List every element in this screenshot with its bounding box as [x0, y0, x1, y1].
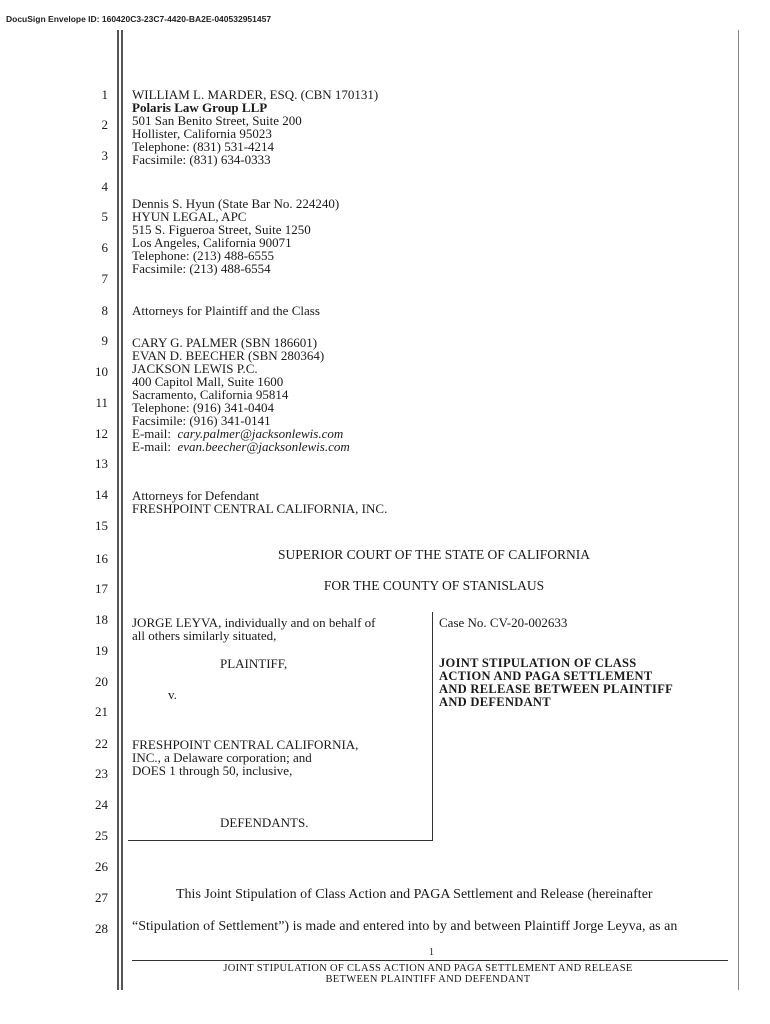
- telephone: Telephone: (213) 488-6555: [132, 248, 275, 263]
- firm-name: Polaris Law Group LLP: [132, 100, 268, 115]
- line-number: 2: [101, 117, 108, 132]
- line-number: 5: [101, 209, 108, 224]
- line-number: 24: [95, 797, 108, 812]
- line-number: 12: [95, 426, 108, 441]
- telephone: Telephone: (831) 531-4214: [132, 139, 275, 154]
- address-line: Hollister, California 95023: [132, 126, 272, 141]
- attorney-name: EVAN D. BEECHER (SBN 280364): [132, 348, 325, 363]
- left-margin-rule-inner: [121, 30, 123, 990]
- email-address[interactable]: cary.palmer@jacksonlewis.com: [177, 426, 344, 441]
- line-number: 10: [95, 364, 108, 379]
- title-line: AND DEFENDANT: [439, 695, 551, 709]
- document-title: [439, 657, 739, 709]
- address-line: Los Angeles, California 90071: [132, 235, 292, 250]
- line-number: 28: [95, 921, 108, 936]
- page-number: 1: [429, 947, 434, 958]
- attorney-block-plaintiff-1: [132, 88, 378, 166]
- line-number: 1: [101, 87, 108, 102]
- right-margin-rule: [738, 30, 739, 990]
- plaintiff-attorneys-label: Attorneys for Plaintiff and the Class: [132, 303, 320, 318]
- email-label: E-mail:: [132, 426, 171, 441]
- attorney-name: CARY G. PALMER (SBN 186601): [132, 335, 318, 350]
- defendant-name-header: FRESHPOINT CENTRAL CALIFORNIA, INC.: [132, 501, 388, 516]
- address-line: 501 San Benito Street, Suite 200: [132, 113, 302, 128]
- defendant-attorneys: [132, 489, 387, 515]
- address-line: 400 Capitol Mall, Suite 1600: [132, 374, 284, 389]
- line-number: 23: [95, 766, 108, 781]
- plaintiff-line: all others similarly situated,: [132, 628, 277, 643]
- line-number: 8: [101, 303, 108, 318]
- body-line-28: “Stipulation of Settlement”) is made and entered into by and between Plaintiff Jorge Leyva, as an: [132, 919, 678, 934]
- caption-divider-horizontal: [128, 840, 433, 841]
- line-number: 25: [95, 828, 108, 843]
- attorney-block-plaintiff-2: [132, 197, 339, 275]
- title-line: AND RELEASE BETWEEN PLAINTIFF: [439, 682, 674, 696]
- line-number: 7: [101, 271, 108, 286]
- defendant-line: INC., a Delaware corporation; and: [132, 750, 312, 765]
- case-number: Case No. CV-20-002633: [439, 615, 568, 630]
- line-number: 20: [95, 674, 108, 689]
- title-line: JOINT STIPULATION OF CLASS: [439, 656, 637, 670]
- line-number: 3: [101, 148, 108, 163]
- line-number: 11: [95, 395, 108, 410]
- defendant-attorneys-label: Attorneys for Defendant: [132, 488, 260, 503]
- title-line: ACTION AND PAGA SETTLEMENT: [439, 669, 653, 683]
- attorney-name: WILLIAM L. MARDER, ESQ. (CBN 170131): [132, 87, 379, 102]
- body-line-27: This Joint Stipulation of Class Action and PAGA Settlement and Release (hereinafter: [176, 887, 653, 902]
- attorney-block-defendant: [132, 336, 350, 453]
- line-number: 16: [95, 551, 108, 566]
- plaintiff-role: PLAINTIFF,: [220, 656, 288, 671]
- line-number: 18: [95, 612, 108, 627]
- email-address[interactable]: evan.beecher@jacksonlewis.com: [177, 439, 350, 454]
- line-number: 9: [101, 333, 108, 348]
- plaintiff-line: JORGE LEYVA, individually and on behalf of: [132, 615, 376, 630]
- court-title: SUPERIOR COURT OF THE STATE OF CALIFORNIA: [278, 547, 590, 562]
- line-number: 19: [95, 643, 108, 658]
- versus: v.: [168, 687, 177, 702]
- footer-rule: [132, 960, 728, 961]
- email-row: [132, 440, 350, 453]
- facsimile: Facsimile: (213) 488-6554: [132, 261, 271, 276]
- facsimile: Facsimile: (831) 634-0333: [132, 152, 271, 167]
- caption-plaintiff: [132, 616, 375, 642]
- firm-name: HYUN LEGAL, APC: [132, 209, 247, 224]
- email-label: E-mail:: [132, 439, 171, 454]
- attorney-name: Dennis S. Hyun (State Bar No. 224240): [132, 196, 340, 211]
- address-line: Sacramento, California 95814: [132, 387, 289, 402]
- line-number: 6: [101, 240, 108, 255]
- line-number: 13: [95, 456, 108, 471]
- line-number: 22: [95, 736, 108, 751]
- line-number: 27: [95, 890, 108, 905]
- address-line: 515 S. Figueroa Street, Suite 1250: [132, 222, 311, 237]
- footer-line: JOINT STIPULATION OF CLASS ACTION AND PAGA SETTLEMENT AND RELEASE: [223, 963, 633, 974]
- firm-name: JACKSON LEWIS P.C.: [132, 361, 258, 376]
- defendant-line: DOES 1 through 50, inclusive,: [132, 763, 293, 778]
- court-county: FOR THE COUNTY OF STANISLAUS: [323, 578, 545, 593]
- defendant-line: FRESHPOINT CENTRAL CALIFORNIA,: [132, 737, 359, 752]
- telephone: Telephone: (916) 341-0404: [132, 400, 275, 415]
- line-number: 14: [95, 487, 108, 502]
- line-number: 15: [95, 518, 108, 533]
- caption-defendant: [132, 738, 358, 777]
- left-margin-rule-outer: [117, 30, 119, 990]
- facsimile: Facsimile: (916) 341-0141: [132, 413, 271, 428]
- line-number: 17: [95, 581, 108, 596]
- line-number: 26: [95, 859, 108, 874]
- line-number: 4: [101, 179, 108, 194]
- docusign-envelope-id: DocuSign Envelope ID: 160420C3-23C7-4420-BA2E-040532951457: [6, 14, 272, 24]
- defendant-role: DEFENDANTS.: [220, 815, 309, 830]
- footer: [130, 963, 726, 985]
- caption-divider-vertical: [432, 612, 433, 840]
- footer-line: BETWEEN PLAINTIFF AND DEFENDANT: [325, 974, 531, 985]
- line-number: 21: [95, 704, 108, 719]
